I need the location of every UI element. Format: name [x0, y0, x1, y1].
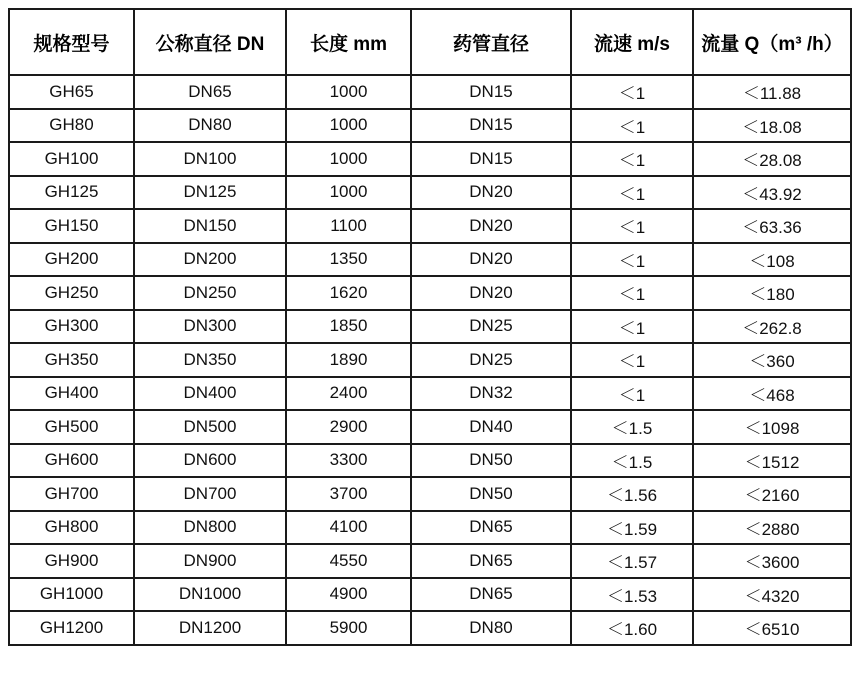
table-cell: DN15: [411, 109, 571, 143]
table-cell: ＜43.92: [693, 176, 851, 210]
table-row: [9, 578, 851, 612]
table-cell: DN25: [411, 343, 571, 377]
table-cell: DN15: [411, 142, 571, 176]
table-cell: 1620: [286, 276, 411, 310]
table-cell: 2400: [286, 377, 411, 411]
header-flow-velocity: 流速 m/s: [571, 9, 693, 75]
header-nominal-diameter: 公称直径 DN: [134, 9, 286, 75]
table-cell: ＜468: [693, 377, 851, 411]
table-row: [9, 276, 851, 310]
table-cell: GH1200: [9, 611, 134, 645]
table-cell: 4900: [286, 578, 411, 612]
table-cell: ＜360: [693, 343, 851, 377]
table-cell: ＜4320: [693, 578, 851, 612]
table-cell: ＜1: [571, 209, 693, 243]
table-cell: DN32: [411, 377, 571, 411]
table-cell: DN20: [411, 243, 571, 277]
table-cell: DN50: [411, 477, 571, 511]
table-row: [9, 477, 851, 511]
table-cell: DN65: [411, 544, 571, 578]
table-cell: DN900: [134, 544, 286, 578]
table-row: [9, 310, 851, 344]
header-length-mm: 长度 mm: [286, 9, 411, 75]
header-tube-diameter: 药管直径: [411, 9, 571, 75]
table-cell: 3700: [286, 477, 411, 511]
table-cell: ＜63.36: [693, 209, 851, 243]
table-cell: DN500: [134, 410, 286, 444]
table-row: [9, 343, 851, 377]
table-cell: ＜11.88: [693, 75, 851, 109]
table-cell: GH65: [9, 75, 134, 109]
table-cell: DN125: [134, 176, 286, 210]
table-cell: DN20: [411, 209, 571, 243]
table-cell: ＜1: [571, 109, 693, 143]
table-cell: DN700: [134, 477, 286, 511]
table-cell: ＜1.60: [571, 611, 693, 645]
table-cell: DN65: [411, 511, 571, 545]
table-cell: ＜1.5: [571, 410, 693, 444]
table-cell: DN100: [134, 142, 286, 176]
table-row: [9, 243, 851, 277]
table-cell: ＜1: [571, 310, 693, 344]
table-cell: GH700: [9, 477, 134, 511]
table-cell: ＜1: [571, 343, 693, 377]
table-cell: ＜1098: [693, 410, 851, 444]
table-cell: ＜2880: [693, 511, 851, 545]
table-cell: ＜1.53: [571, 578, 693, 612]
table-cell: GH80: [9, 109, 134, 143]
table-cell: DN80: [411, 611, 571, 645]
table-cell: 1100: [286, 209, 411, 243]
table-cell: ＜1: [571, 75, 693, 109]
table-body: [9, 75, 851, 645]
table-cell: ＜1.57: [571, 544, 693, 578]
spec-table: [8, 8, 852, 646]
table-cell: GH600: [9, 444, 134, 478]
table-cell: DN150: [134, 209, 286, 243]
table-row: [9, 544, 851, 578]
table-cell: GH200: [9, 243, 134, 277]
table-cell: DN20: [411, 176, 571, 210]
table-cell: GH300: [9, 310, 134, 344]
table-cell: ＜108: [693, 243, 851, 277]
table-cell: GH500: [9, 410, 134, 444]
table-cell: 5900: [286, 611, 411, 645]
table-cell: DN250: [134, 276, 286, 310]
table-cell: ＜3600: [693, 544, 851, 578]
table-cell: DN20: [411, 276, 571, 310]
table-row: [9, 209, 851, 243]
table-cell: DN300: [134, 310, 286, 344]
table-cell: DN600: [134, 444, 286, 478]
header-row: [9, 9, 851, 75]
table-cell: DN65: [134, 75, 286, 109]
table-cell: GH250: [9, 276, 134, 310]
table-cell: 1000: [286, 142, 411, 176]
table-cell: GH125: [9, 176, 134, 210]
table-cell: DN65: [411, 578, 571, 612]
table-cell: DN350: [134, 343, 286, 377]
table-row: [9, 75, 851, 109]
table-row: [9, 444, 851, 478]
table-cell: GH1000: [9, 578, 134, 612]
table-cell: ＜1: [571, 142, 693, 176]
table-cell: ＜1: [571, 377, 693, 411]
header-flow-rate: 流量 Q（m³ /h）: [693, 9, 851, 75]
table-cell: DN40: [411, 410, 571, 444]
table-cell: 2900: [286, 410, 411, 444]
table-cell: DN1000: [134, 578, 286, 612]
table-row: [9, 109, 851, 143]
table-row: [9, 142, 851, 176]
table-row: [9, 611, 851, 645]
table-cell: DN800: [134, 511, 286, 545]
table-cell: 1850: [286, 310, 411, 344]
table-cell: DN1200: [134, 611, 286, 645]
table-cell: ＜1: [571, 243, 693, 277]
table-cell: ＜1512: [693, 444, 851, 478]
table-cell: DN50: [411, 444, 571, 478]
table-cell: ＜6510: [693, 611, 851, 645]
table-row: [9, 377, 851, 411]
table-cell: ＜18.08: [693, 109, 851, 143]
table-cell: GH150: [9, 209, 134, 243]
table-cell: ＜1: [571, 176, 693, 210]
table-cell: DN200: [134, 243, 286, 277]
table-row: [9, 176, 851, 210]
table-cell: GH400: [9, 377, 134, 411]
table-cell: ＜28.08: [693, 142, 851, 176]
table-cell: 4100: [286, 511, 411, 545]
table-cell: ＜262.8: [693, 310, 851, 344]
table-cell: ＜1.59: [571, 511, 693, 545]
table-cell: ＜180: [693, 276, 851, 310]
table-cell: ＜2160: [693, 477, 851, 511]
table-cell: 1000: [286, 109, 411, 143]
table-cell: 1000: [286, 75, 411, 109]
table-cell: GH100: [9, 142, 134, 176]
table-cell: DN80: [134, 109, 286, 143]
table-cell: 1890: [286, 343, 411, 377]
header-spec-model: 规格型号: [9, 9, 134, 75]
table-cell: DN15: [411, 75, 571, 109]
table-cell: DN25: [411, 310, 571, 344]
table-cell: GH350: [9, 343, 134, 377]
table-cell: GH800: [9, 511, 134, 545]
table-cell: GH900: [9, 544, 134, 578]
table-cell: 4550: [286, 544, 411, 578]
table-cell: ＜1: [571, 276, 693, 310]
table-cell: ＜1.56: [571, 477, 693, 511]
table-row: [9, 511, 851, 545]
table-cell: 1000: [286, 176, 411, 210]
table-cell: DN400: [134, 377, 286, 411]
table-cell: 1350: [286, 243, 411, 277]
table-cell: ＜1.5: [571, 444, 693, 478]
table-header: [9, 9, 851, 75]
table-row: [9, 410, 851, 444]
table-cell: 3300: [286, 444, 411, 478]
